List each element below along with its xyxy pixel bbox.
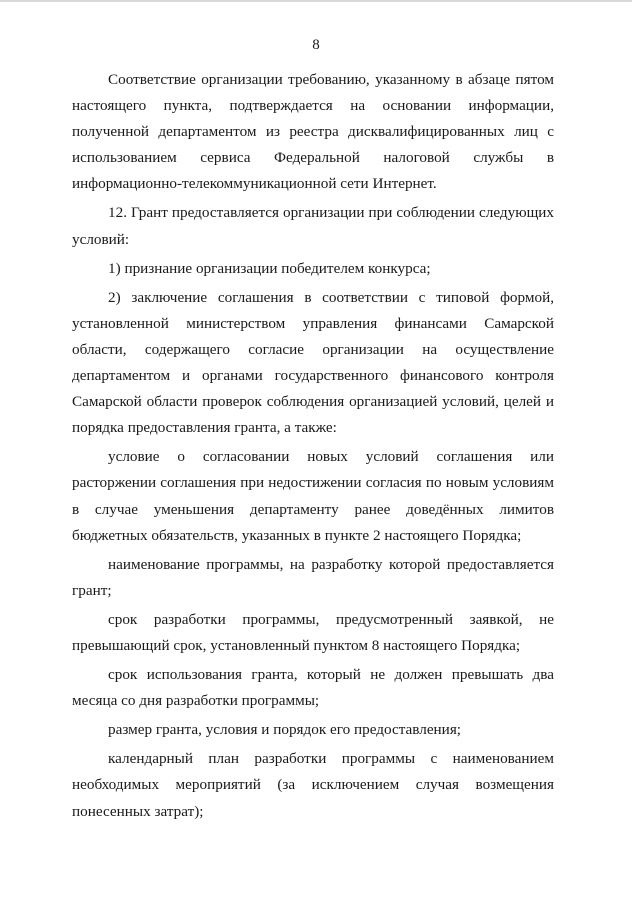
paragraph-calendar-plan: календарный план разработки программы с наименованием необходимых мероприятий (за исключением случая возмещения понесенных затрат); [72,750,554,820]
document-body [72,67,554,828]
paragraph-grant-size: размер гранта, условия и порядок его предоставления; [108,721,462,739]
paragraph-development-term: срок разработки программы, предусмотренный заявкой, не превышающий срок, установленный пунктом 8 настоящего Порядка; [72,610,554,654]
paragraph-condition-1: 1) признание организации победителем конкурса; [108,259,431,277]
paragraph-condition-2: 2) заключение соглашения в соответствии с типовой формой, установленной министерством управления финансами Самарской области, содержащего согласие организации на осуществление департаментом и органами государственного финансового контроля Самарской области проверок соблюдения организацией условий, целей и порядка предоставления гранта, а также: [72,288,554,437]
paragraph-program-name: наименование программы, на разработку которой предоставляется грант; [72,555,554,599]
page-top-edge [0,0,632,2]
page-number: 8 [312,37,320,53]
paragraph-agreement-renegotiation: условие о согласовании новых условий соглашения или расторжении соглашения при недостижении согласия по новым условиям в случае уменьшения департаменту ранее доведённых лимитов бюджетных обязательств, указанных в пункте 2 настоящего Порядка; [72,448,554,544]
paragraph-grant-usage-term: срок использования гранта, который не должен превышать два месяца со дня разработки программы; [72,666,554,710]
paragraph-item-12-conditions: 12. Грант предоставляется организации при соблюдении следующих условий: [72,204,554,248]
paragraph-disqualified-registry: Соответствие организации требованию, указанному в абзаце пятом настоящего пункта, подтверждается на основании информации, полученной департаментом из реестра дисквалифицированных лиц с использованием сервиса Федеральной налоговой службы в информационно-телекоммуникационной сети Интернет. [72,71,554,193]
